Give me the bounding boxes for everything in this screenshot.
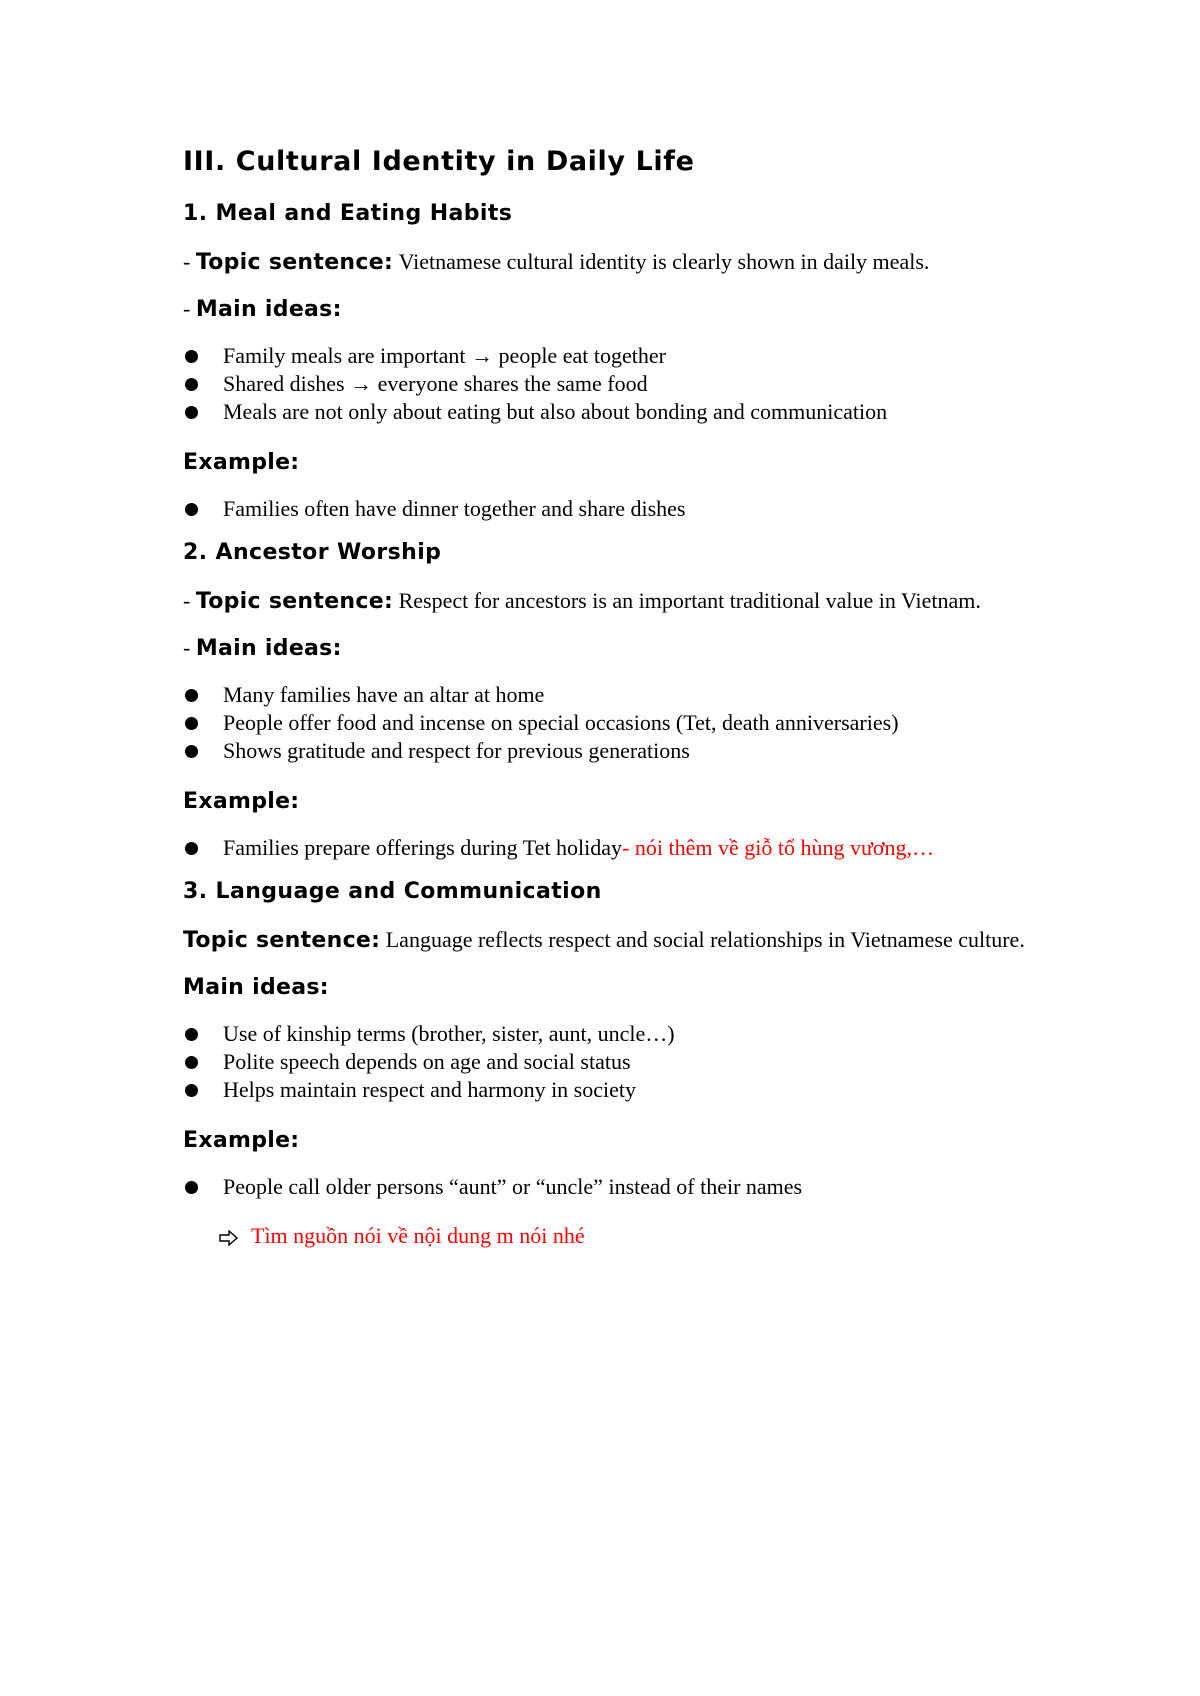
example-label: Example: xyxy=(183,1128,300,1153)
section-ancestor-worship xyxy=(183,535,1043,862)
section-language-communication xyxy=(183,874,1043,1254)
final-note xyxy=(183,1221,1043,1254)
dash-marker: - xyxy=(183,296,191,321)
bullet-icon xyxy=(185,1181,198,1194)
section-heading: 1. Meal and Eating Habits xyxy=(183,201,513,226)
example-heading xyxy=(183,1126,1043,1155)
main-ideas-label: Main ideas: xyxy=(195,297,342,322)
bullet-icon xyxy=(185,406,198,419)
section-heading: 2. Ancestor Worship xyxy=(183,540,442,565)
list-item: Shared dishes → everyone shares the same food xyxy=(183,370,1043,398)
list-item: Families prepare offerings during Tet holiday- nói thêm về giỗ tổ hùng vương,… xyxy=(183,834,1043,862)
main-ideas-list xyxy=(183,1020,1043,1104)
topic-text: Respect for ancestors is an important traditional value in Vietnam. xyxy=(398,588,981,613)
topic-sentence xyxy=(183,587,1043,616)
bullet-icon xyxy=(185,503,198,516)
example-label: Example: xyxy=(183,450,300,475)
topic-sentence xyxy=(183,248,1043,277)
bullet-icon xyxy=(185,1028,198,1041)
bullet-icon xyxy=(185,842,198,855)
list-item: Use of kinship terms (brother, sister, aunt, uncle…) xyxy=(183,1020,1043,1048)
main-ideas-heading xyxy=(183,973,1043,1002)
examples-list xyxy=(183,495,1043,523)
list-item: Shows gratitude and respect for previous generations xyxy=(183,737,1043,765)
bullet-icon xyxy=(185,689,198,702)
bullet-icon xyxy=(185,350,198,363)
dash-marker: - xyxy=(183,588,191,613)
bullet-icon xyxy=(185,1084,198,1097)
topic-sentence xyxy=(183,926,1043,955)
document-title: III. Cultural Identity in Daily Life xyxy=(183,146,695,177)
example-heading xyxy=(183,448,1043,477)
section-heading: 3. Language and Communication xyxy=(183,879,602,904)
final-note-text: Tìm nguồn nói về nội dung m nói nhé xyxy=(251,1223,585,1248)
examples-list xyxy=(183,1173,1043,1201)
dash-marker: - xyxy=(183,249,191,274)
list-item: Helps maintain respect and harmony in society xyxy=(183,1076,1043,1104)
main-ideas-heading xyxy=(183,634,1043,663)
bullet-icon xyxy=(185,717,198,730)
bullet-icon xyxy=(185,378,198,391)
list-item: People offer food and incense on special occasions (Tet, death anniversaries) xyxy=(183,709,1043,737)
bullet-icon xyxy=(185,745,198,758)
section-meal-habits xyxy=(183,196,1043,523)
main-ideas-list xyxy=(183,681,1043,765)
annotation-note: - nói thêm về giỗ tổ hùng vương,… xyxy=(622,835,935,860)
hollow-right-arrow-icon xyxy=(219,1224,241,1254)
topic-label: Topic sentence: xyxy=(183,928,381,953)
dash-marker: - xyxy=(183,635,191,660)
main-ideas-label: Main ideas: xyxy=(183,975,329,1000)
main-ideas-list xyxy=(183,342,1043,426)
main-ideas-label: Main ideas: xyxy=(195,636,342,661)
list-item: Meals are not only about eating but also about bonding and communication xyxy=(183,398,1043,426)
topic-label: Topic sentence: xyxy=(195,250,394,275)
list-item: Many families have an altar at home xyxy=(183,681,1043,709)
list-item: Family meals are important → people eat together xyxy=(183,342,1043,370)
main-ideas-heading xyxy=(183,295,1043,324)
topic-text: Language reflects respect and social relationships in Vietnamese culture. xyxy=(385,927,1025,952)
example-label: Example: xyxy=(183,789,300,814)
examples-list xyxy=(183,834,1043,862)
list-item: Families often have dinner together and share dishes xyxy=(183,495,1043,523)
list-item: People call older persons “aunt” or “uncle” instead of their names xyxy=(183,1173,1043,1201)
document-page xyxy=(183,140,1043,1254)
list-item: Polite speech depends on age and social status xyxy=(183,1048,1043,1076)
bullet-icon xyxy=(185,1056,198,1069)
topic-text: Vietnamese cultural identity is clearly shown in daily meals. xyxy=(398,249,930,274)
example-heading xyxy=(183,787,1043,816)
topic-label: Topic sentence: xyxy=(195,589,394,614)
